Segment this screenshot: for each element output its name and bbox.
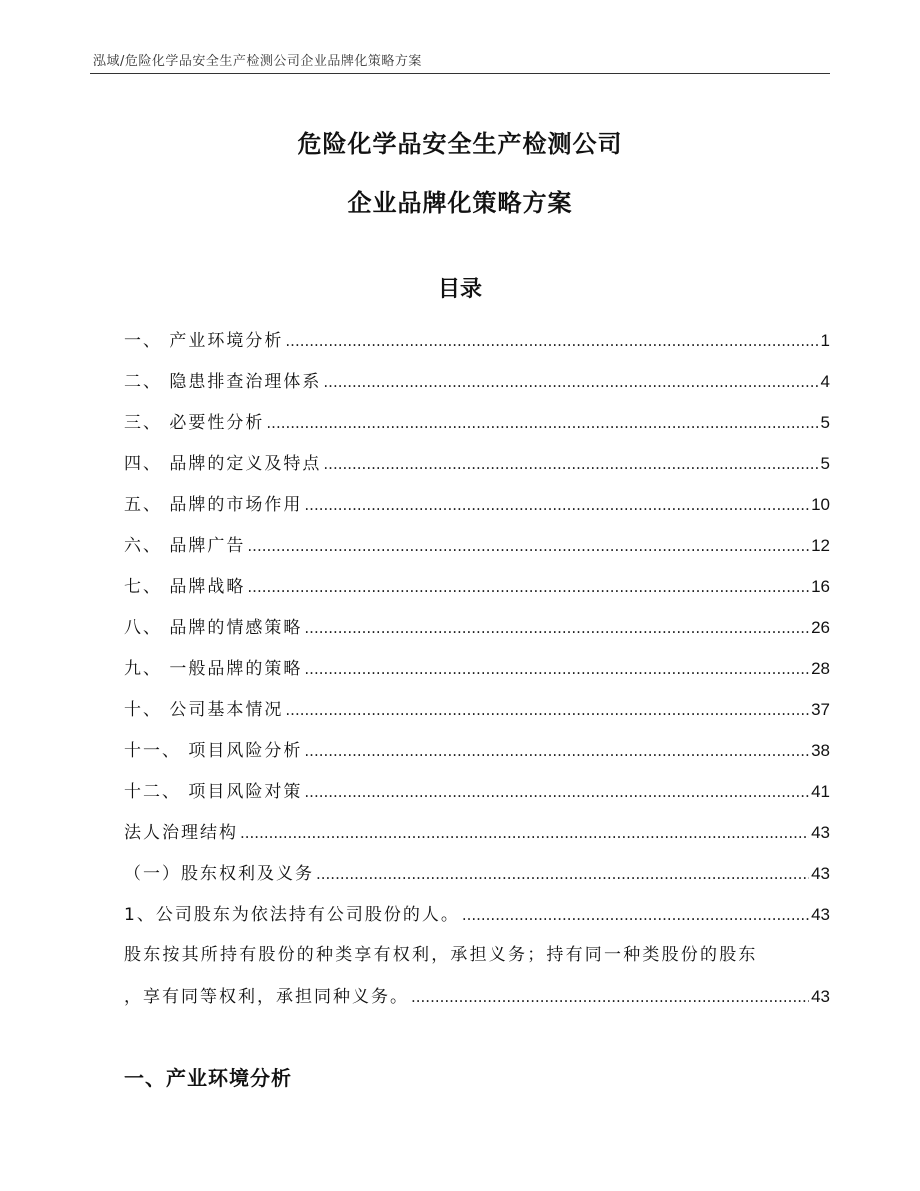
toc-entry-label: 四、 品牌的定义及特点 [124,454,322,474]
toc-entry-page: 16 [811,577,830,596]
toc-leader-dots [304,649,809,690]
toc-entry-5[interactable] [124,484,830,525]
toc-entry-15[interactable] [124,894,830,935]
toc-leader-dots [240,813,809,854]
toc-leader-dots [462,895,809,936]
toc-leader-dots [411,977,809,1018]
toc-entry-label: 八、 品牌的情感策略 [124,618,303,638]
header-divider [90,73,830,74]
toc-entry-3[interactable] [124,402,830,443]
toc-leader-dots [304,608,809,649]
toc-entry-label: 五、 品牌的市场作用 [124,495,303,515]
toc-entry-page: 10 [811,495,830,514]
toc-entry-2[interactable] [124,361,830,402]
page-header: 泓域/危险化学品安全生产检测公司企业品牌化策略方案 [93,54,422,69]
toc-entry-page: 43 [811,987,830,1006]
toc-leader-dots [323,362,818,403]
document-title-line2: 企业品牌化策略方案 [347,189,573,217]
toc-entry-16-line1[interactable]: 股东按其所持有股份的种类享有权利，承担义务；持有同一种类股份的股东 [124,945,758,965]
toc-leader-dots [304,772,809,813]
toc-entry-14[interactable] [124,853,830,894]
toc-entry-1[interactable] [124,320,830,361]
toc-entry-11[interactable] [124,730,830,771]
toc-entry-12[interactable] [124,771,830,812]
toc-leader-dots [266,403,818,444]
toc-leader-dots [304,731,809,772]
toc-entry-page: 37 [811,700,830,719]
toc-entry-7[interactable] [124,566,830,607]
toc-entry-4[interactable] [124,443,830,484]
toc-leader-dots [285,321,818,362]
toc-entry-page: 26 [811,618,830,637]
toc-entry-page: 43 [811,905,830,924]
toc-entry-page: 5 [820,413,830,432]
toc-entry-label: （一）股东权利及义务 [124,864,314,884]
toc-entry-page: 1 [820,331,830,350]
toc-leader-dots [304,485,809,526]
toc-entry-label: 十二、 项目风险对策 [124,782,303,802]
toc-entry-page: 5 [820,454,830,473]
toc-entry-label: 一、 产业环境分析 [124,331,284,351]
section-heading: 一、产业环境分析 [124,1066,292,1090]
toc-leader-dots [247,526,809,567]
toc-entry-page: 38 [811,741,830,760]
toc-leader-dots [316,854,809,895]
toc-leader-dots [247,567,809,608]
toc-entry-label: 七、 品牌战略 [124,577,246,597]
toc-entry-page: 43 [811,864,830,883]
toc-entry-page: 4 [820,372,830,391]
toc-entry-label: 六、 品牌广告 [124,536,246,556]
toc-entry-8[interactable] [124,607,830,648]
document-title-line1: 危险化学品安全生产检测公司 [297,130,623,158]
toc-entry-label: ，享有同等权利，承担同种义务。 [124,987,409,1007]
toc-entry-6[interactable] [124,525,830,566]
toc-entry-label: 1、公司股东为依法持有公司股份的人。 [124,905,460,925]
toc-heading: 目录 [437,277,482,302]
toc-entry-13[interactable] [124,812,830,853]
toc-entry-label: 法人治理结构 [124,823,238,843]
toc-entry-page: 12 [811,536,830,555]
toc-leader-dots [285,690,809,731]
toc-entry-16-line2[interactable] [124,976,830,1017]
toc-entry-page: 28 [811,659,830,678]
toc-entry-page: 43 [811,823,830,842]
toc-entry-label: 十、 公司基本情况 [124,700,284,720]
toc-entry-label: 九、 一般品牌的策略 [124,659,303,679]
toc-entry-label: 二、 隐患排查治理体系 [124,372,322,392]
toc-entry-label: 十一、 项目风险分析 [124,741,303,761]
toc-entry-9[interactable] [124,648,830,689]
toc-entry-label: 三、 必要性分析 [124,413,265,433]
table-of-contents [124,320,830,1017]
toc-entry-10[interactable] [124,689,830,730]
toc-leader-dots [323,444,818,485]
toc-entry-page: 41 [811,782,830,801]
